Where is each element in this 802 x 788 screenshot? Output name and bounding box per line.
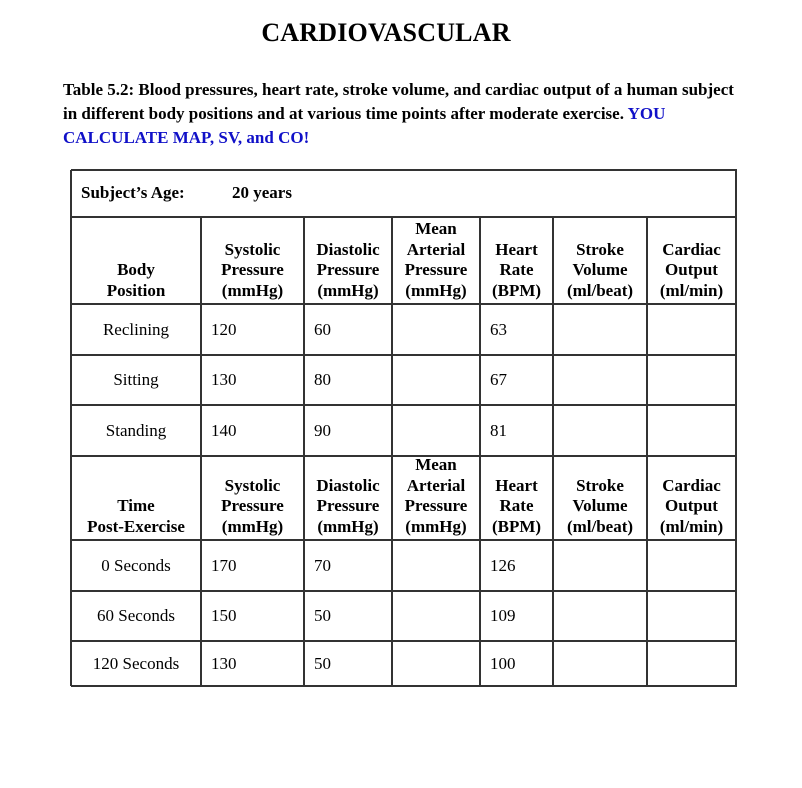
column-header-line: Heart [495, 475, 538, 495]
column-header [553, 217, 647, 304]
value-cell-hr: 126 [490, 555, 516, 575]
column-header-line: (BPM) [491, 280, 542, 300]
column-header-line: (mmHg) [405, 280, 467, 300]
blank-answer-cell-sv[interactable] [553, 304, 647, 355]
value-cell-diastolic: 90 [314, 420, 331, 440]
column-header-line: Pressure [404, 260, 468, 279]
grid-line-horizontal [71, 169, 737, 171]
blank-answer-cell-sv[interactable] [553, 641, 647, 686]
column-header-line: Pressure [316, 496, 380, 515]
caption-instruction: YOU CALCULATE MAP, SV, and CO! [63, 104, 666, 147]
value-cell-hr: 109 [490, 606, 516, 625]
column-header-line: Diastolic [316, 475, 380, 495]
column-header-line: Heart [495, 239, 538, 259]
column-header-line: Diastolic [316, 239, 380, 259]
column-header-line: Output [665, 260, 718, 279]
value-cell-systolic: 170 [211, 555, 237, 575]
blank-answer-cell-map[interactable] [392, 355, 480, 405]
column-header [647, 217, 736, 304]
caption-text: Table 5.2: Blood pressures, heart rate, stroke volume, and cardiac output of a human subject in different body positions and at various time points after moderate exercise. [63, 80, 734, 123]
column-header-line: Cardiac [662, 239, 721, 259]
value-cell-hr: 100 [490, 653, 516, 673]
value-cell-hr: 63 [490, 319, 507, 339]
column-header [71, 217, 201, 304]
blank-answer-cell-co[interactable] [647, 304, 736, 355]
value-cell-diastolic: 80 [314, 370, 331, 389]
column-header-line: Mean [415, 219, 457, 238]
blank-answer-cell-sv[interactable] [553, 355, 647, 405]
column-header [304, 217, 392, 304]
blank-answer-cell-co[interactable] [647, 405, 736, 456]
column-header-line: (mmHg) [317, 516, 379, 536]
blank-answer-cell-co[interactable] [647, 591, 736, 641]
column-header [553, 456, 647, 540]
column-header-line: Arterial [406, 475, 466, 495]
value-cell-hr: 81 [490, 420, 507, 440]
value-cell-systolic: 130 [211, 653, 237, 673]
value-cell-diastolic: 70 [314, 555, 331, 575]
column-header-line: Body [117, 260, 155, 279]
column-header-line: Time [117, 496, 155, 515]
column-header-line: Volume [572, 260, 628, 279]
row-label: 0 Seconds [101, 555, 171, 575]
column-header [480, 217, 553, 304]
column-header-line: (BPM) [491, 516, 542, 536]
column-header-line: Mean [415, 455, 457, 474]
value-cell-diastolic: 60 [314, 319, 331, 339]
blank-answer-cell-sv[interactable] [553, 540, 647, 591]
column-header [201, 456, 304, 540]
blank-answer-cell-map[interactable] [392, 540, 480, 591]
column-header-line: Pressure [221, 496, 284, 515]
value-cell-systolic: 130 [211, 370, 237, 389]
column-header-line: Rate [499, 496, 534, 515]
blank-answer-cell-co[interactable] [647, 641, 736, 686]
blank-answer-cell-sv[interactable] [553, 591, 647, 641]
row-label: 60 Seconds [97, 606, 175, 625]
blank-answer-cell-map[interactable] [392, 405, 480, 456]
column-header-line: Position [106, 280, 166, 300]
subject-age-label: Subject’s Age: [81, 183, 185, 202]
row-label: 120 Seconds [92, 653, 180, 673]
column-header [392, 456, 480, 540]
column-header [201, 217, 304, 304]
column-header-line: (ml/min) [659, 516, 724, 536]
column-header-line: Systolic [224, 239, 281, 259]
column-header-line: (mmHg) [317, 280, 379, 300]
column-header-line: Volume [572, 496, 628, 515]
column-header-line: (mmHg) [221, 516, 284, 536]
value-cell-hr: 67 [490, 370, 507, 389]
column-header-line: Stroke [576, 475, 624, 495]
subject-age-value: 20 years [232, 183, 292, 202]
blank-answer-cell-co[interactable] [647, 355, 736, 405]
column-header-line: Pressure [221, 260, 284, 279]
column-header-line: Rate [499, 260, 534, 279]
column-header [71, 456, 201, 540]
row-label: Reclining [102, 319, 170, 339]
column-header [647, 456, 736, 540]
table-caption [63, 78, 743, 150]
value-cell-diastolic: 50 [314, 606, 331, 625]
column-header-line: Cardiac [662, 475, 721, 495]
value-cell-systolic: 150 [211, 606, 237, 625]
value-cell-systolic: 120 [211, 319, 237, 339]
value-cell-diastolic: 50 [314, 653, 331, 673]
column-header-line: (ml/beat) [566, 516, 634, 536]
column-header-line: (mmHg) [405, 516, 467, 536]
blank-answer-cell-sv[interactable] [553, 405, 647, 456]
column-header-line: Stroke [576, 239, 624, 259]
blank-answer-cell-map[interactable] [392, 591, 480, 641]
row-label: Standing [105, 420, 167, 440]
column-header-line: (mmHg) [221, 280, 284, 300]
column-header [304, 456, 392, 540]
column-header-line: Pressure [316, 260, 380, 279]
value-cell-systolic: 140 [211, 420, 237, 440]
column-header-line: Systolic [224, 475, 281, 495]
blank-answer-cell-map[interactable] [392, 641, 480, 686]
column-header-line: (ml/min) [659, 280, 724, 300]
column-header [480, 456, 553, 540]
column-header [392, 217, 480, 304]
data-table [71, 170, 736, 686]
row-label: Sitting [113, 370, 159, 389]
blank-answer-cell-map[interactable] [392, 304, 480, 355]
column-header-line: Pressure [404, 496, 468, 515]
column-header-line: (ml/beat) [566, 280, 634, 300]
column-header-line: Post-Exercise [87, 516, 185, 536]
column-header-line: Arterial [406, 239, 466, 259]
blank-answer-cell-co[interactable] [647, 540, 736, 591]
column-header-line: Output [665, 496, 718, 515]
page-title: CARDIOVASCULAR [261, 18, 511, 47]
